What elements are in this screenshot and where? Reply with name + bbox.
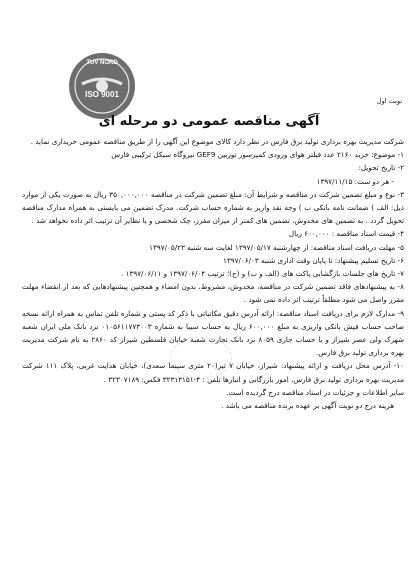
tuv-nord-iso-logo <box>68 52 136 120</box>
list-item: هزینه درج دو نوبت آگهی بر عهده برنده مناقصه می باشد . <box>221 401 394 411</box>
list-item: ۱- موضوع: خرید ۲۱۶۰ عدد فیلتر هوای ورودی کمپرسور توربین GEF9 نیروگاه سیکل ترکیبی فارس <box>111 150 404 160</box>
intro-paragraph: شرکت مدیریت بهره برداری تولید برق فارس در نظر دارد کالای موضوع این آگهی را از طریق مناقصه عمومی خریداری نماید . <box>30 137 404 146</box>
list-item: ۳- نوع و مبلغ تضمین شرکت در مناقصه و شرایط آن: مبلغ تضمین شرکت در مناقصه ۳۵۰,۰۰۰,۰۰۰ ریال به صورت یکی از موارد ذیل: الف ) ضمانت نامه بانکی ب ) وجه نقد واریز به شماره حساب شرکت. مدرک تضمین می بایستی به همراه مدارک مناقصه تحویل گردد . به تضمین های مخدوش، تضمین های کمتر از میزان مقرر، چک شخصی و یا نظایر آن ترتیب اثر داده نخواهد شد . <box>22 189 404 226</box>
list-item: ۸- به پیشنهادهای فاقد تضمین شرکت در مناقصه، مخدوش، مشروط، بدون امضاء و همچنین پیشنهادهایی که بعد از انقضاء مهلت مقرر واصل می شود مطلقاً ترتیب اثر داده نمی شود . <box>22 282 404 305</box>
list-item: سایر اطلاعات و جزئیات در اسناد مناقصه درج گردیده است. <box>226 387 404 397</box>
list-item: ۶- تاریخ تسلیم پیشنهاد: تا پایان وقت اداری شنبه ۱۳۹۷/۰۶/۰۳ <box>222 255 404 265</box>
notice-number: نوبت اول <box>376 97 402 105</box>
list-item: - هر دو ست: ۱۳۹۷/۱۱/۱۵ <box>316 176 394 186</box>
list-item: ۹- مدارک لازم برای دریافت اسناد مناقصه: ارائه آدرس دقیق مکاتباتی با ذکر کد پستی و شماره تلفن تماس به همراه ارائه نسخه صاحب حساب فیش بانکی واریزی به مبلغ ۶۰۰,۰۰۰ ریال به حساب سیبا به شماره ۰۱۰۵۶۱۱۷۷۳۰۰۳ نزد بانک ملی ایران شعبه شهرک ولی عصر شیراز و یا حساب جاری ۸۰۵۹ نزد بانک تجارت شعبه خیابان فلسطین شیراز کد ۲۸۶۰ به نام شرکت مدیریت بهره برداری تولید برق فارس. <box>22 308 405 358</box>
list-item: ۱۰- آدرس محل دریافت و ارائه پیشنهاد: شیراز، خیابان ۷ تیر(۲۰ متری سینما سعدی)، خیابان هدایت غربی، پلاک ۱۱۱ شرکت مدیریت بهره برداری تولید برق فارس، امور بازرگانی و انبارها تلفن : ۴-۳۲۳۱۳۱۵۱ فکس: ۳۲۳۰۷۱۸۹ . <box>22 361 404 384</box>
logo-top-text: TUV NORD <box>86 60 118 66</box>
page-title: آگهی مناقصه عمومی دو مرحله ای <box>98 114 320 129</box>
notice-body <box>22 135 404 412</box>
items-list <box>22 148 404 412</box>
logo-bottom-text: ISO 9001 <box>85 90 119 99</box>
list-item: ۴- قیمت اسناد مناقصه : ۶۰۰,۰۰۰ ریال <box>288 229 404 239</box>
list-item: ۵- مهلت دریافت اسناد مناقصه: از چهارشنبه ۱۳۹۷/۰۵/۱۷ لغایت سه شنبه ۱۳۹۷/۰۵/۲۳ <box>149 242 404 252</box>
list-item: ۷- تاریخ های جلسات بازگشایی پاکت های (الف و ب) و (ج)؛ ترتیب ۱۳۹۷/۰۶/۰۴ و ۱۳۹۷/۰۶/۱۱ . <box>121 269 404 279</box>
list-item: ۲- تاریخ تحویل: <box>358 163 404 173</box>
